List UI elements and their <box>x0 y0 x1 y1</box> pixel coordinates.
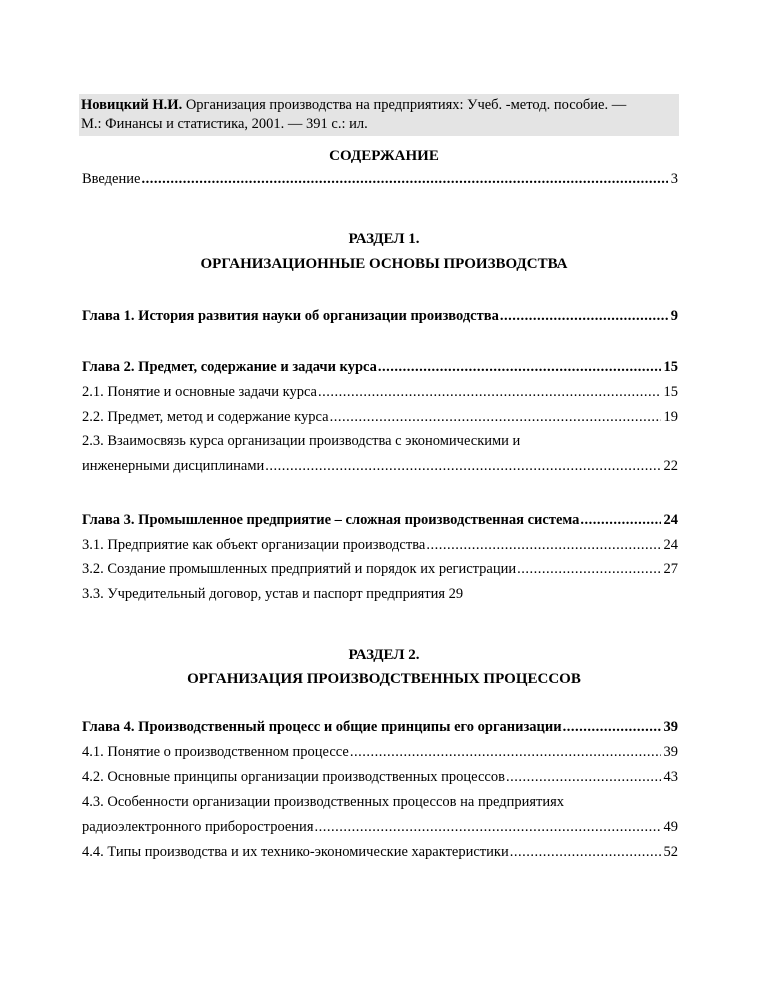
toc-entry-title: 4.2. Основные принципы организации производственных процессов <box>82 769 505 785</box>
toc-entry-page: 27 <box>663 561 678 577</box>
toc-entry-page: 15 <box>663 359 678 375</box>
toc-entry-page: 15 <box>663 384 678 400</box>
dot-leader <box>315 817 661 837</box>
toc-entry-page: 22 <box>663 458 678 474</box>
dot-leader <box>580 510 660 530</box>
toc-entry-page: 52 <box>663 844 678 860</box>
citation-text-line2: М.: Финансы и статистика, 2001. — 391 с.: ил. <box>81 116 368 132</box>
section2-title: ОРГАНИЗАЦИЯ ПРОИЗВОДСТВЕННЫХ ПРОЦЕССОВ <box>187 671 581 687</box>
toc-entry-title: инженерными дисциплинами <box>82 458 265 474</box>
toc-entry-s3-2[interactable] <box>82 559 678 579</box>
toc-entry-title: 4.4. Типы производства и их технико-экономические характеристики <box>82 844 509 860</box>
bibliographic-citation <box>79 94 679 136</box>
toc-entry-title: Глава 2. Предмет, содержание и задачи курса <box>82 359 377 375</box>
toc-entry-intro[interactable] <box>82 169 678 189</box>
toc-entry-title: Глава 4. Производственный процесс и общие принципы его организации <box>82 719 562 735</box>
citation-text-line1: Организация производства на предприятиях: Учеб. -метод. пособие. — <box>182 97 627 113</box>
dot-leader <box>517 559 660 579</box>
toc-entry-title: Глава 3. Промышленное предприятие – сложная производственная система <box>82 512 580 528</box>
toc-entry-title: Глава 1. История развития науки об организации производства <box>82 308 499 324</box>
section1-title: ОРГАНИЗАЦИОННЫЕ ОСНОВЫ ПРОИЗВОДСТВА <box>200 256 568 272</box>
toc-entry-ch2[interactable] <box>82 357 678 377</box>
toc-entry-ch3[interactable] <box>82 510 678 530</box>
toc-entry-ch4[interactable] <box>82 717 678 737</box>
toc-entry-s4-4[interactable] <box>82 842 678 862</box>
toc-entry-page: 49 <box>663 819 678 835</box>
dot-leader <box>330 407 661 427</box>
dot-leader <box>563 717 661 737</box>
dot-leader <box>506 767 661 787</box>
section1-label: РАЗДЕЛ 1. <box>348 231 420 247</box>
toc-entry-s2-3-line1[interactable]: 2.3. Взаимосвязь курса организации производства с экономическими и <box>82 433 521 449</box>
toc-entry-page: 24 <box>663 537 678 553</box>
toc-entry-title: радиоэлектронного приборостроения <box>82 819 314 835</box>
toc-entry-page: 43 <box>663 769 678 785</box>
toc-entry-s4-3[interactable] <box>82 817 678 837</box>
toc-entry-title: 2.2. Предмет, метод и содержание курса <box>82 409 329 425</box>
toc-entry-page: 9 <box>670 308 678 324</box>
dot-leader <box>318 382 661 402</box>
toc-entry-s3-3[interactable]: 3.3. Учредительный договор, устав и паспорт предприятия 29 <box>82 586 464 602</box>
toc-entry-page: 19 <box>663 409 678 425</box>
toc-entry-title: 3.1. Предприятие как объект организации производства <box>82 537 426 553</box>
toc-entry-title: Введение <box>82 171 141 187</box>
toc-entry-s3-1[interactable] <box>82 535 678 555</box>
toc-entry-s2-1[interactable] <box>82 382 678 402</box>
toc-entry-page: 39 <box>663 719 678 735</box>
toc-entry-s2-3[interactable] <box>82 456 678 476</box>
section2-label: РАЗДЕЛ 2. <box>348 647 420 663</box>
toc-entry-s4-1[interactable] <box>82 742 678 762</box>
citation-author: Новицкий Н.И. <box>81 97 183 113</box>
dot-leader <box>500 306 668 326</box>
dot-leader <box>510 842 661 862</box>
toc-entry-title: 4.1. Понятие о производственном процессе <box>82 744 349 760</box>
dot-leader <box>141 169 667 189</box>
toc-entry-title: 2.1. Понятие и основные задачи курса <box>82 384 317 400</box>
dot-leader <box>350 742 661 762</box>
dot-leader <box>378 357 661 377</box>
toc-entry-s2-2[interactable] <box>82 407 678 427</box>
dot-leader <box>265 456 660 476</box>
toc-entry-page: 24 <box>663 512 678 528</box>
toc-entry-title: 3.2. Создание промышленных предприятий и порядок их регистрации <box>82 561 517 577</box>
toc-entry-page: 3 <box>670 171 678 187</box>
contents-title: СОДЕРЖАНИЕ <box>329 148 439 164</box>
toc-entry-s4-3-line1[interactable]: 4.3. Особенности организации производственных процессов на предприятиях <box>82 794 565 810</box>
toc-entry-ch1[interactable] <box>82 306 678 326</box>
toc-entry-s4-2[interactable] <box>82 767 678 787</box>
toc-entry-page: 39 <box>663 744 678 760</box>
dot-leader <box>426 535 660 555</box>
